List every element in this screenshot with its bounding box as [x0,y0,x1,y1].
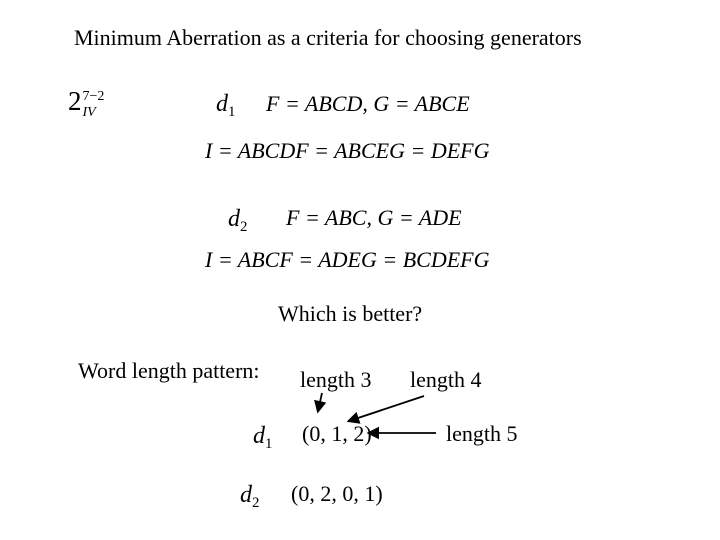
wlp-d1-value: (0, 1, 2) [302,421,372,446]
design-d2-generators: F = ABC, G = ADE [286,205,462,230]
design-d1-generators: F = ABCD, G = ABCE [266,91,470,116]
design-d1-index: 1 [228,104,236,121]
design-d2-label: $d_2$ [228,206,248,236]
length-5-label: length 5 [446,421,518,446]
design-superscript: 7−2 [82,89,105,104]
wlp-d1-label: $d_1$ [253,423,273,453]
length-4-label: length 4 [410,367,482,392]
length-3-label: length 3 [300,367,372,392]
wlp-d2-label: $d_2$ [240,482,260,512]
question-text: Which is better? [278,301,423,326]
design-d1-defining-relation: I = ABCDF = ABCEG = DEFG [205,138,490,163]
design-d2-defining-relation: I = ABCF = ADEG = BCDEFG [205,247,490,272]
design-resolution: IV [82,105,96,120]
arrow-length3 [318,393,322,411]
design-d1-label: $d_1$ [216,91,236,121]
arrow-length4 [349,396,424,421]
word-length-pattern-label: Word length pattern: [78,358,260,383]
wlp-d2-value: (0, 2, 0, 1) [291,481,383,506]
design-base: 2 [68,86,82,116]
design-d2-index: 2 [240,219,248,236]
slide-title: Minimum Aberration as a criteria for choosing generators [74,25,582,50]
